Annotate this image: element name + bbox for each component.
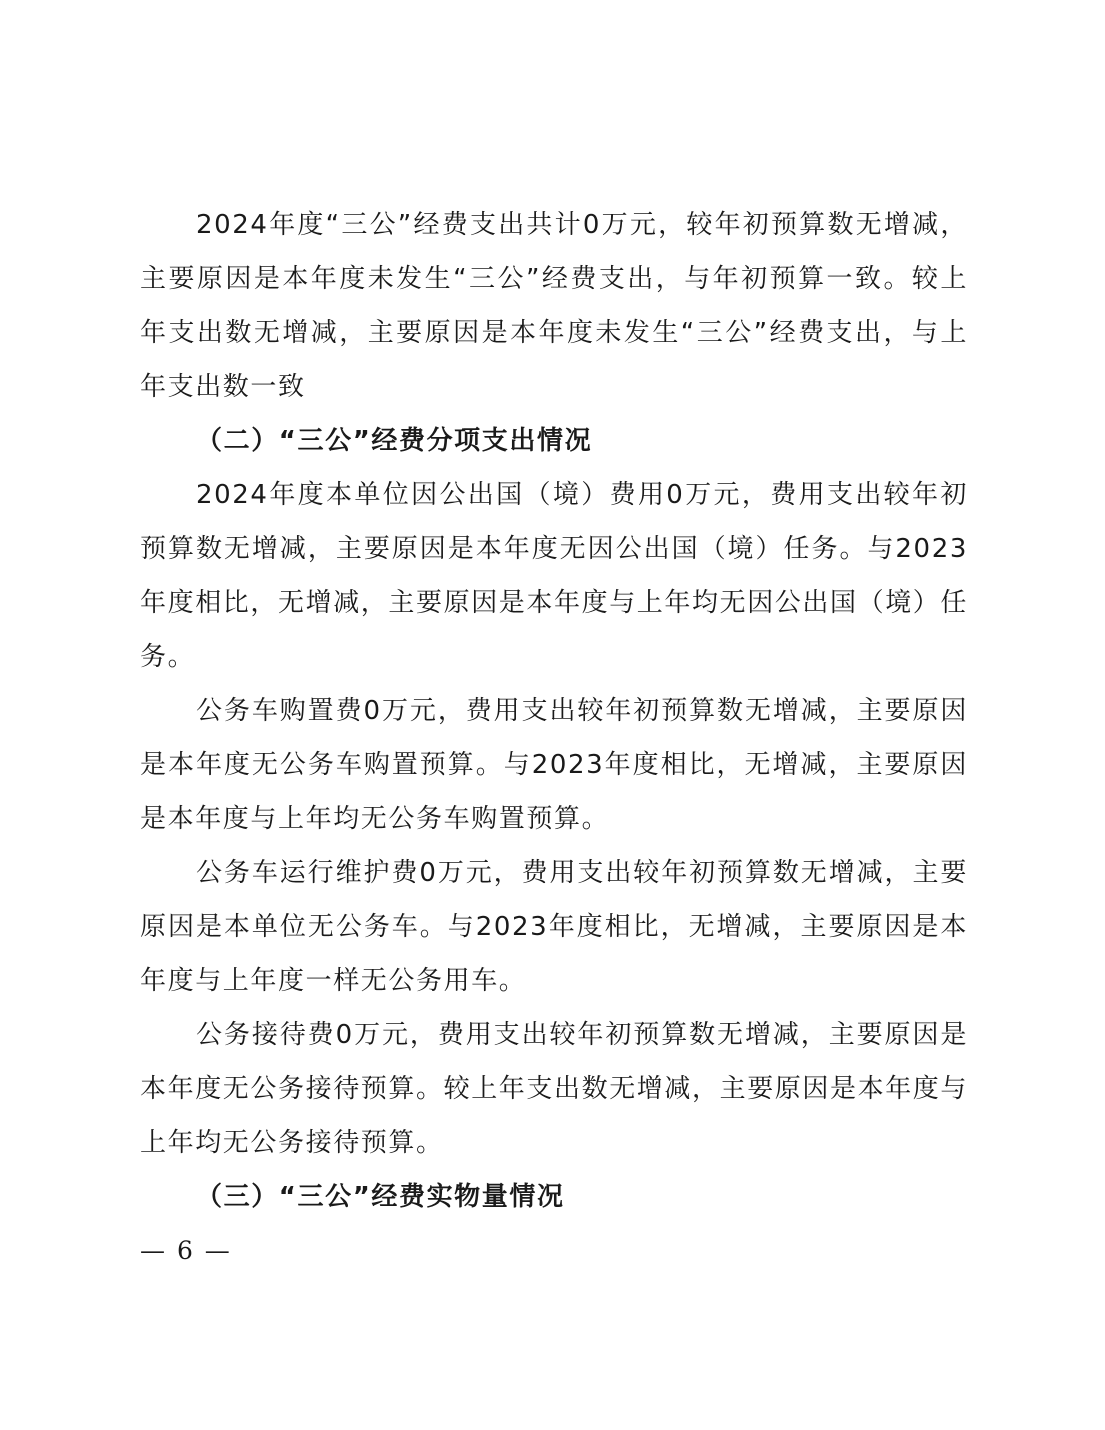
page-number: — 6 — <box>140 1236 232 1265</box>
section-heading-itemized-expenditure: （二）“三公”经费分项支出情况 <box>196 426 593 456</box>
document-body <box>140 198 968 1224</box>
paragraph-vehicle-maintenance: 公务车运行维护费0万元，费用支出较年初预算数无增减，主要原因是本单位无公务车。与2023年度相比，无增减，主要原因是本年度与上年度一样无公务用车。 <box>140 858 968 996</box>
paragraph-overseas-travel: 2024年度本单位因公出国（境）费用0万元，费用支出较年初预算数无增减，主要原因是本年度无因公出国（境）任务。与2023年度相比，无增减，主要原因是本年度与上年均无因公出国（境）任务。 <box>140 480 969 672</box>
section-heading-physical-quantity: （三）“三公”经费实物量情况 <box>196 1182 565 1212</box>
paragraph-vehicle-purchase: 公务车购置费0万元，费用支出较年初预算数无增减，主要原因是本年度无公务车购置预算。与2023年度相比，无增减，主要原因是本年度与上年均无公务车购置预算。 <box>140 696 968 834</box>
paragraph-total-expenditure: 2024年度“三公”经费支出共计0万元，较年初预算数无增减，主要原因是本年度未发生“三公”经费支出，与年初预算一致。较上年支出数无增减，主要原因是本年度未发生“三公”经费支出，与上年支出数一致 <box>140 210 968 402</box>
paragraph-official-reception: 公务接待费0万元，费用支出较年初预算数无增减，主要原因是本年度无公务接待预算。较上年支出数无增减，主要原因是本年度与上年均无公务接待预算。 <box>140 1020 969 1158</box>
